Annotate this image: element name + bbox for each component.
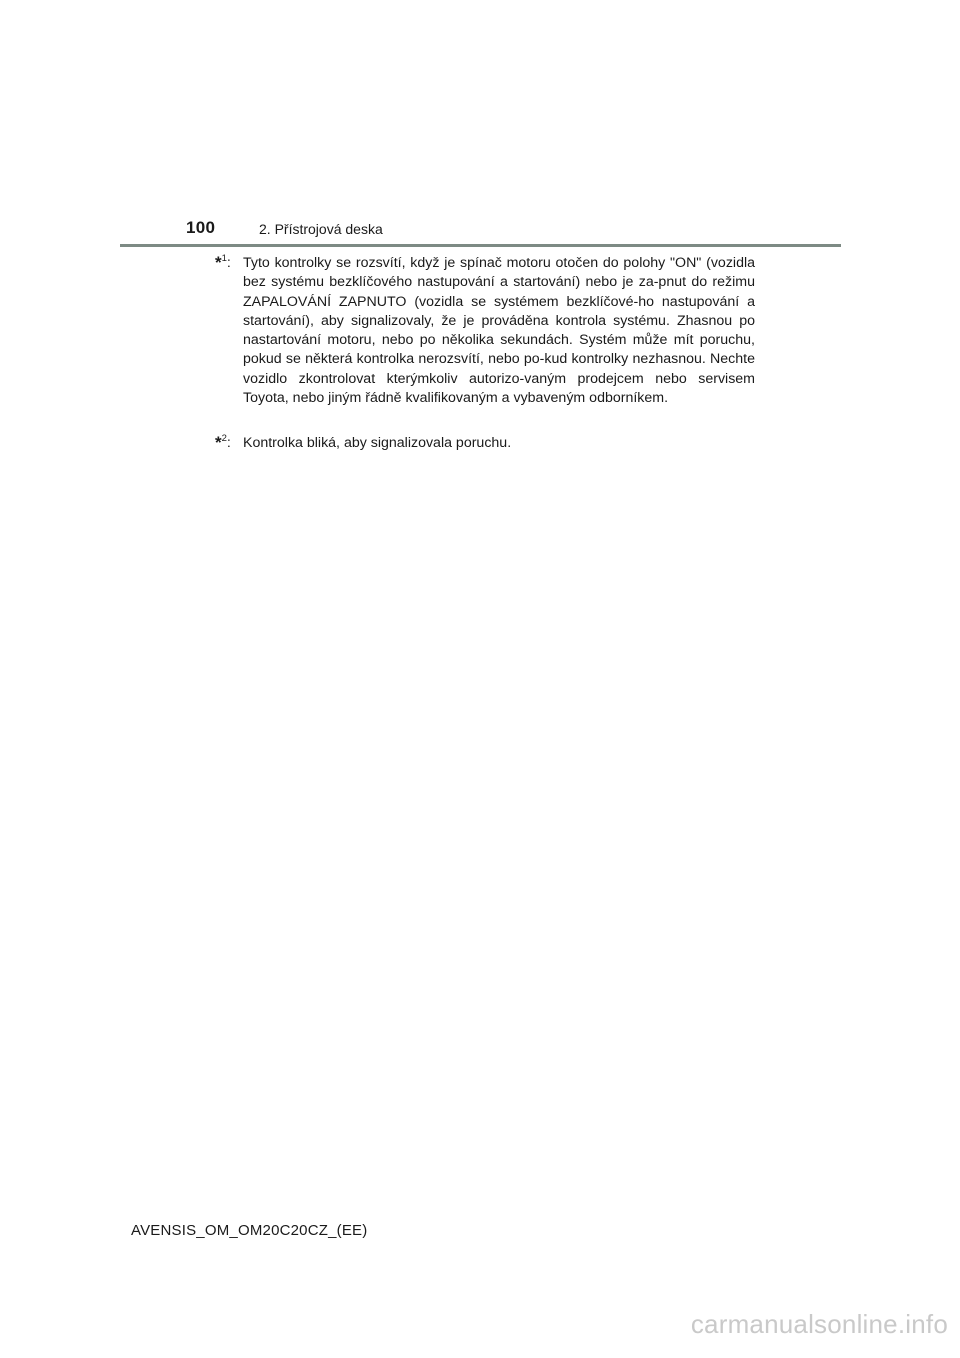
section-title: 2. Přístrojová deska (259, 221, 383, 237)
page-number: 100 (186, 218, 216, 237)
footnote-separator: : (226, 255, 231, 271)
footnote-index: 1 (221, 253, 227, 264)
footnote-text: Kontrolka bliká, aby signalizovala poruchu. (243, 435, 512, 451)
footnote-marker (215, 434, 231, 453)
document-id: AVENSIS_OM_OM20C20CZ_(EE) (131, 1222, 368, 1239)
asterisk-icon: * (215, 253, 222, 272)
asterisk-icon: * (215, 433, 222, 452)
footnote-separator: : (226, 435, 231, 451)
footnote-text: Tyto kontrolky se rozsvítí, když je spínač motoru otočen do polohy "ON" (vozidla bez systému bezklíčového nastupování a startování) nebo je za-pnut do režimu ZAPALOVÁNÍ ZAPNUTO (vozidla se systémem bezklíčové-ho nastupování a startování), aby signalizovaly, že je prováděna kontrola systému. Zhasnou po nastartování motoru, nebo po několika sekundách. Systém může mít poruchu, pokud se některá kontrolka nerozsvítí, nebo po-kud kontrolky nezhasnou. Nechte vozidlo zkontrolovat kterýmkoliv autorizo-vaným prodejcem nebo servisem Toyota, nebo jiným řádně kvalifikovaným a vybaveným odborníkem. (243, 255, 755, 407)
footnote-index: 2 (221, 433, 227, 444)
footnote-2 (215, 434, 755, 453)
watermark: carmanualsonline.info (690, 1309, 948, 1339)
footnote-1 (215, 254, 755, 408)
header-divider (120, 244, 841, 247)
footnote-marker (215, 254, 231, 273)
